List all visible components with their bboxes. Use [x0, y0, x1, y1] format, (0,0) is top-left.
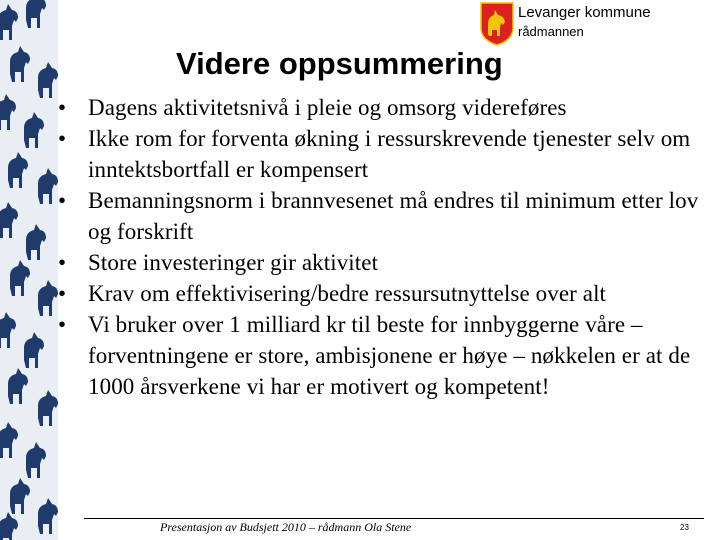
org-department: rådmannen [518, 24, 584, 39]
logo-block [480, 2, 716, 48]
bullet-text: Krav om effektivisering/bedre ressursutnyttelse over alt [88, 281, 607, 306]
org-name: Levanger kommune [518, 4, 651, 21]
bullet-item [56, 185, 716, 247]
bullet-text: Vi bruker over 1 milliard kr til beste for innbyggerne våre – forventningene er store, ambisjonene er høye – nøkkelen er at de 1000 årsverkene vi har er motivert og kompetent! [88, 312, 691, 399]
bullet-marker: • [58, 95, 67, 120]
bullet-item [56, 247, 716, 278]
bullet-item [56, 309, 716, 402]
page-number: 23 [680, 523, 689, 532]
bullet-item [56, 92, 716, 123]
bullet-marker: • [58, 312, 67, 337]
slide-title: Videre oppsummering [176, 46, 503, 81]
horse-pattern-icon [0, 0, 58, 540]
horse-pattern-svg [0, 0, 58, 540]
bullet-marker: • [58, 250, 67, 275]
bullet-text: Dagens aktivitetsnivå i pleie og omsorg videreføres [88, 95, 567, 120]
bullet-item [56, 278, 716, 309]
bullet-list [56, 92, 716, 402]
horse-shield-icon [480, 2, 514, 46]
footer-divider [84, 518, 704, 519]
bullet-marker: • [58, 281, 67, 306]
bullet-marker: • [58, 126, 67, 151]
footer-text: Presentasjon av Budsjett 2010 – rådmann Ola Stene [160, 520, 412, 534]
bullet-text: Bemanningsnorm i brannvesenet må endres til minimum etter lov og forskrift [88, 188, 699, 244]
bullet-text: Ikke rom for forventa økning i ressurskrevende tjenester selv om inntektsbortfall er kompensert [88, 126, 691, 182]
bullet-item [56, 123, 716, 185]
bullet-marker: • [58, 188, 67, 213]
bullet-text: Store investeringer gir aktivitet [88, 250, 379, 275]
